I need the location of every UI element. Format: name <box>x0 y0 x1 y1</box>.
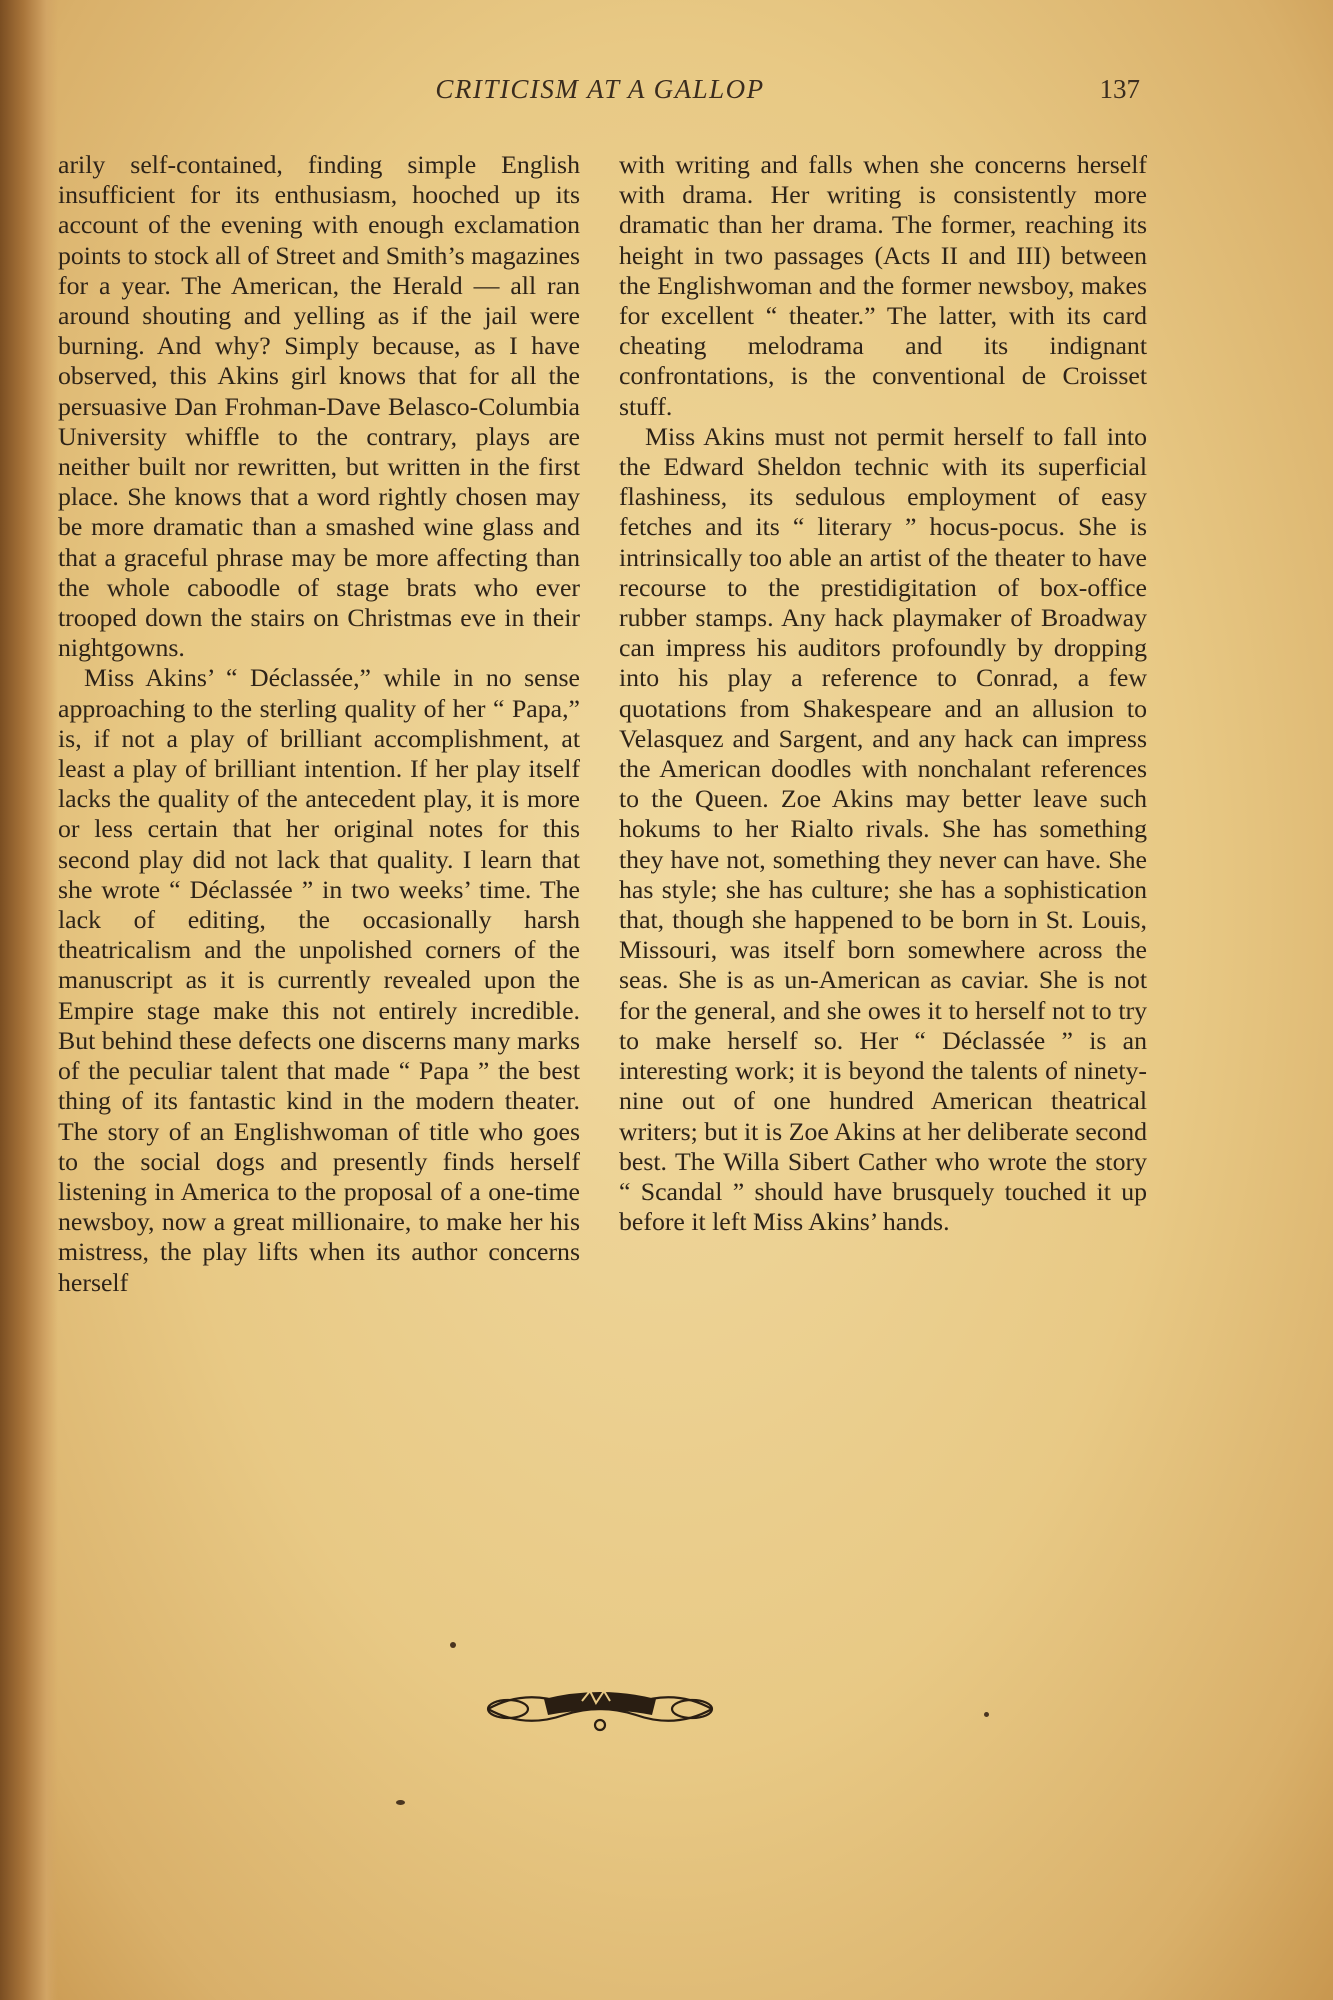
paper-speck <box>984 1712 989 1717</box>
right-paragraph-1: with writing and falls when she concerns herself with drama. Her writing is consistently more dramatic than her drama. The former, reaching its height in two passages (Acts II and III) between the Englishwoman and the former newsboy, makes for excellent “ theater.” The latter, with its card cheating melodrama and its indignant confrontations, is the conventional de Croisset stuff. <box>619 150 1147 421</box>
right-paragraph-2: Miss Akins must not permit herself to fall into the Edward Sheldon technic with its superficial flashiness, its sedulous employment of easy fetches and its “ literary ” hocus-pocus. She is intrinsically too able an artist of the theater to have recourse to the prestidigitation of box-office rubber stamps. Any hack playmaker of Broadway can impress his auditors profoundly by dropping into his play a reference to Conrad, a few quotations from Shakespeare and an allusion to Velasquez and Sargent, and any hack can impress the American doodles with nonchalant references to the Queen. Zoe Akins may better leave such hokums to her Rialto rivals. She has something they have not, something they never can have. She has style; she has culture; she has a sophistication that, though she happened to be born in St. Louis, Missouri, was itself born somewhere across the seas. She is as un-American as caviar. She is not for the general, and she owes it to herself not to try to make herself so. Her “ Déclassée ” is an interesting work; it is beyond the talents of ninety-nine out of one hundred American theatrical writers; but it is Zoe Akins at her deliberate second best. The Willa Sibert Cather who wrote the story “ Scandal ” should have brusquely touched it up before it left Miss Akins’ hands. <box>619 421 1147 1237</box>
page-number: 137 <box>1099 74 1140 104</box>
left-paragraph-2: Miss Akins’ “ Déclassée,” while in no sense approaching to the sterling quality of her “ Papa,” is, if not a play of brilliant accomplishment, at least a play of brilliant intention. If her play itself lacks the quality of the antecedent play, it is more or less certain that her original notes for this second play did not lack that quality. I learn that she wrote “ Déclassée ” in two weeks’ time. The lack of editing, the occasionally harsh theatricalism and the unpolished corners of the manuscript as it is currently revealed upon the Empire stage make this not entirely incredible. But behind these defects one discerns many marks of the peculiar talent that made “ Papa ” the best thing of its fantastic kind in the modern theater. The story of an Englishwoman of title who goes to the social dogs and presently finds herself listening in America to the proposal of a one-time newsboy, now a great millionaire, to make her his mistress, the play lifts when its author concerns herself <box>58 663 580 1297</box>
paper-speck <box>396 1800 405 1805</box>
page-header <box>60 74 1140 114</box>
left-column <box>58 150 580 1298</box>
decorative-tailpiece-ornament-icon <box>484 1685 716 1735</box>
running-head: CRITICISM AT A GALLOP <box>435 74 765 104</box>
right-column <box>619 150 1147 1237</box>
page-gutter-shadow <box>0 0 58 2000</box>
left-paragraph-1: arily self-contained, finding simple English insufficient for its enthusiasm, hooched up its account of the evening with enough exclamation points to stock all of Street and Smith’s magazines for a year. The American, the Herald — all ran around shouting and yelling as if the jail were burning. And why? Simply because, as I have observed, this Akins girl knows that for all the persuasive Dan Frohman-Dave Belasco-Columbia University whiffle to the contrary, plays are neither built nor rewritten, but written in the first place. She knows that a word rightly chosen may be more dramatic than a smashed wine glass and that a graceful phrase may be more affecting than the whole caboodle of stage brats who ever trooped down the stairs on Christmas eve in their nightgowns. <box>58 150 580 663</box>
paper-speck <box>450 1642 456 1648</box>
